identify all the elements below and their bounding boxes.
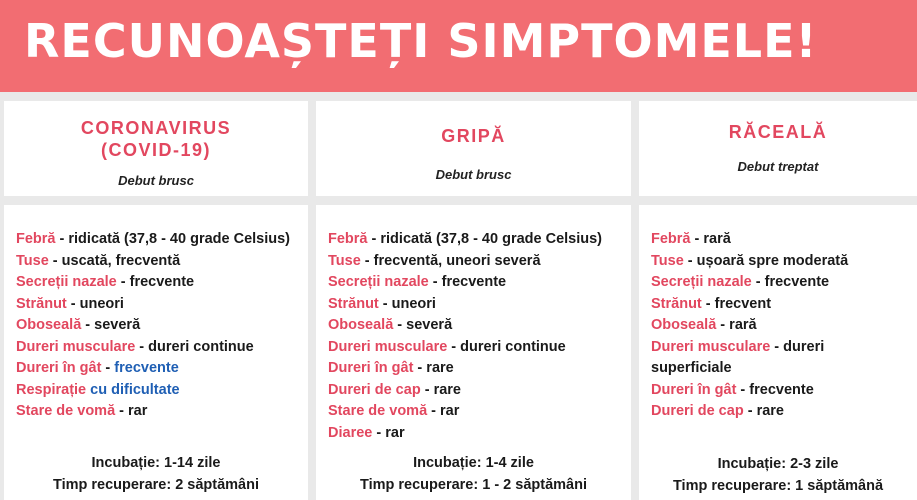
- symptom-name: Dureri musculare: [16, 338, 136, 355]
- symptom-separator: -: [116, 274, 130, 290]
- symptom-separator: -: [48, 252, 62, 269]
- column-header-gripa: [316, 101, 631, 196]
- symptom-value: severă: [94, 317, 141, 333]
- symptom-value: cu dificultate: [90, 381, 180, 398]
- symptom-row: [16, 380, 302, 402]
- page-title: RECUNOAȘTEȚI SIMPTOMELE!: [24, 14, 818, 68]
- column-body-gripa: [316, 205, 631, 500]
- symptom-value: uneori: [391, 295, 436, 312]
- symptom-value: dureri superficiale: [651, 338, 825, 376]
- disease-name-line: GRIPĂ: [441, 126, 506, 146]
- symptom-separator: -: [55, 231, 69, 247]
- symptom-separator: -: [360, 252, 374, 269]
- symptom-row: [16, 315, 302, 337]
- symptom-value: ridicată (37,8 - 40 grade Celsius): [380, 231, 603, 247]
- disease-name: [316, 125, 631, 147]
- recovery-time-text: Timp recuperare: 1 săptămână: [672, 478, 884, 494]
- symptom-name: Oboseală: [328, 317, 394, 333]
- symptom-value: rar: [385, 424, 405, 441]
- symptom-value: frecvente: [764, 274, 830, 290]
- symptom-separator: -: [413, 360, 427, 376]
- symptom-separator: -: [66, 295, 80, 312]
- symptom-separator: -: [81, 317, 95, 333]
- symptom-value: rară: [703, 231, 731, 247]
- recovery-time-text: Timp recuperare: 2 săptămâni: [52, 477, 260, 493]
- symptom-value: dureri continue: [148, 338, 254, 355]
- symptom-value: ușoară spre moderată: [696, 252, 849, 269]
- symptom-row: [16, 337, 302, 359]
- symptom-separator: -: [427, 403, 441, 419]
- symptom-row: [328, 401, 625, 423]
- column-body-raceala: [639, 205, 917, 500]
- symptom-separator: -: [751, 274, 765, 290]
- symptom-name: Febră: [651, 231, 691, 247]
- symptom-name: Strănut: [328, 295, 379, 312]
- disease-name-line: (COVID-19): [100, 140, 211, 160]
- symptom-name: Dureri în gât: [16, 360, 102, 376]
- symptom-list: [16, 229, 302, 423]
- symptom-row: [328, 272, 625, 294]
- symptom-value: ridicată (37,8 - 40 grade Celsius): [68, 231, 291, 247]
- symptom-name: Dureri în gât: [328, 360, 414, 376]
- symptom-name: Dureri de cap: [328, 381, 421, 398]
- symptom-row: [328, 358, 625, 380]
- symptom-value: frecvente: [441, 274, 507, 290]
- symptom-row: [16, 294, 302, 316]
- symptom-row: [651, 251, 911, 273]
- recovery-time-text: Timp recuperare: 1 - 2 săptămâni: [360, 477, 587, 493]
- symptom-row: [16, 358, 302, 380]
- symptom-name: Febră: [328, 231, 368, 247]
- symptom-row: [328, 251, 625, 273]
- symptom-name: Tuse: [651, 252, 684, 269]
- symptom-separator: -: [420, 381, 434, 398]
- symptom-value: severă: [406, 317, 453, 333]
- symptom-row: [651, 294, 911, 316]
- symptom-name: Strănut: [651, 295, 702, 312]
- symptom-row: [16, 251, 302, 273]
- onset-label: Debut treptat: [737, 159, 819, 174]
- onset-label: Debut brusc: [118, 173, 194, 188]
- symptom-separator: -: [690, 231, 704, 247]
- symptom-name: Secreții nazale: [328, 274, 429, 290]
- title-banner: [0, 0, 917, 92]
- symptom-name: Tuse: [16, 252, 49, 269]
- symptom-row: [328, 380, 625, 402]
- symptom-row: [328, 294, 625, 316]
- symptom-row: [328, 423, 625, 445]
- symptom-value: frecvente: [129, 274, 195, 290]
- column-body-coronavirus: [4, 205, 308, 500]
- symptom-row: [16, 401, 302, 423]
- symptom-separator: -: [428, 274, 442, 290]
- symptom-name: Strănut: [16, 295, 67, 312]
- symptom-row: [651, 229, 911, 251]
- symptom-name: Secreții nazale: [16, 274, 117, 290]
- symptom-value: rare: [433, 381, 461, 398]
- symptom-value: rar: [128, 403, 148, 419]
- symptom-name: Oboseală: [651, 317, 717, 333]
- symptom-value: rară: [729, 317, 757, 333]
- symptom-value: rare: [756, 403, 784, 419]
- disease-name-line: RĂCEALĂ: [728, 122, 828, 142]
- symptom-value: frecvente: [114, 360, 179, 376]
- symptom-row: [328, 229, 625, 251]
- symptom-row: [651, 380, 911, 402]
- symptom-value: uneori: [79, 295, 124, 312]
- symptom-separator: -: [683, 252, 697, 269]
- symptom-row: [328, 337, 625, 359]
- symptom-separator: -: [101, 360, 115, 376]
- symptom-row: [651, 401, 911, 423]
- incubation-text: Incubație: 1-14 zile: [91, 455, 221, 471]
- symptom-row: [328, 315, 625, 337]
- symptom-name: Dureri musculare: [328, 338, 448, 355]
- symptom-separator: -: [393, 317, 407, 333]
- symptom-separator: -: [378, 295, 392, 312]
- symptom-value: dureri continue: [460, 338, 566, 355]
- symptom-name: Respirație: [16, 381, 87, 398]
- symptom-name: Dureri în gât: [651, 381, 737, 398]
- disease-name-line: CORONAVIRUS: [80, 118, 232, 138]
- symptom-separator: -: [736, 381, 750, 398]
- symptom-row: [16, 272, 302, 294]
- symptom-value: uscată, frecventă: [61, 252, 181, 269]
- symptom-name: Oboseală: [16, 317, 82, 333]
- disease-name: [4, 117, 308, 161]
- disease-name: [639, 121, 917, 143]
- column-header-raceala: [639, 101, 917, 196]
- onset-label: Debut brusc: [435, 167, 512, 182]
- symptom-name: Dureri de cap: [651, 403, 744, 419]
- symptom-name: Stare de vomă: [16, 403, 116, 419]
- symptom-value: rar: [440, 403, 460, 419]
- incubation-text: Incubație: 2-3 zile: [717, 456, 839, 472]
- symptom-separator: -: [135, 338, 149, 355]
- symptom-name: Stare de vomă: [328, 403, 428, 419]
- symptom-row: [16, 229, 302, 251]
- symptom-separator: -: [716, 317, 730, 333]
- symptom-value: frecvente: [749, 381, 814, 398]
- symptom-separator: -: [701, 295, 715, 312]
- symptom-value: rare: [426, 360, 454, 376]
- symptom-separator: -: [367, 231, 381, 247]
- incubation-text: Incubație: 1-4 zile: [413, 455, 534, 471]
- symptom-list: [651, 229, 911, 423]
- symptom-name: Febră: [16, 231, 56, 247]
- symptom-row: [651, 337, 866, 380]
- symptom-separator: -: [743, 403, 757, 419]
- symptom-separator: -: [115, 403, 129, 419]
- symptom-name: Secreții nazale: [651, 274, 752, 290]
- symptom-name: Dureri musculare: [651, 338, 771, 355]
- symptom-row: [651, 272, 911, 294]
- symptom-row: [651, 315, 911, 337]
- symptom-name: Tuse: [328, 252, 361, 269]
- symptom-separator: -: [770, 338, 784, 355]
- column-header-coronavirus: [4, 101, 308, 196]
- symptom-value: frecvent: [714, 295, 772, 312]
- symptom-name: Diaree: [328, 424, 373, 441]
- symptom-list: [328, 229, 625, 444]
- symptom-value: frecventă, uneori severă: [373, 252, 541, 269]
- symptom-separator: -: [447, 338, 461, 355]
- symptom-separator: -: [372, 424, 386, 441]
